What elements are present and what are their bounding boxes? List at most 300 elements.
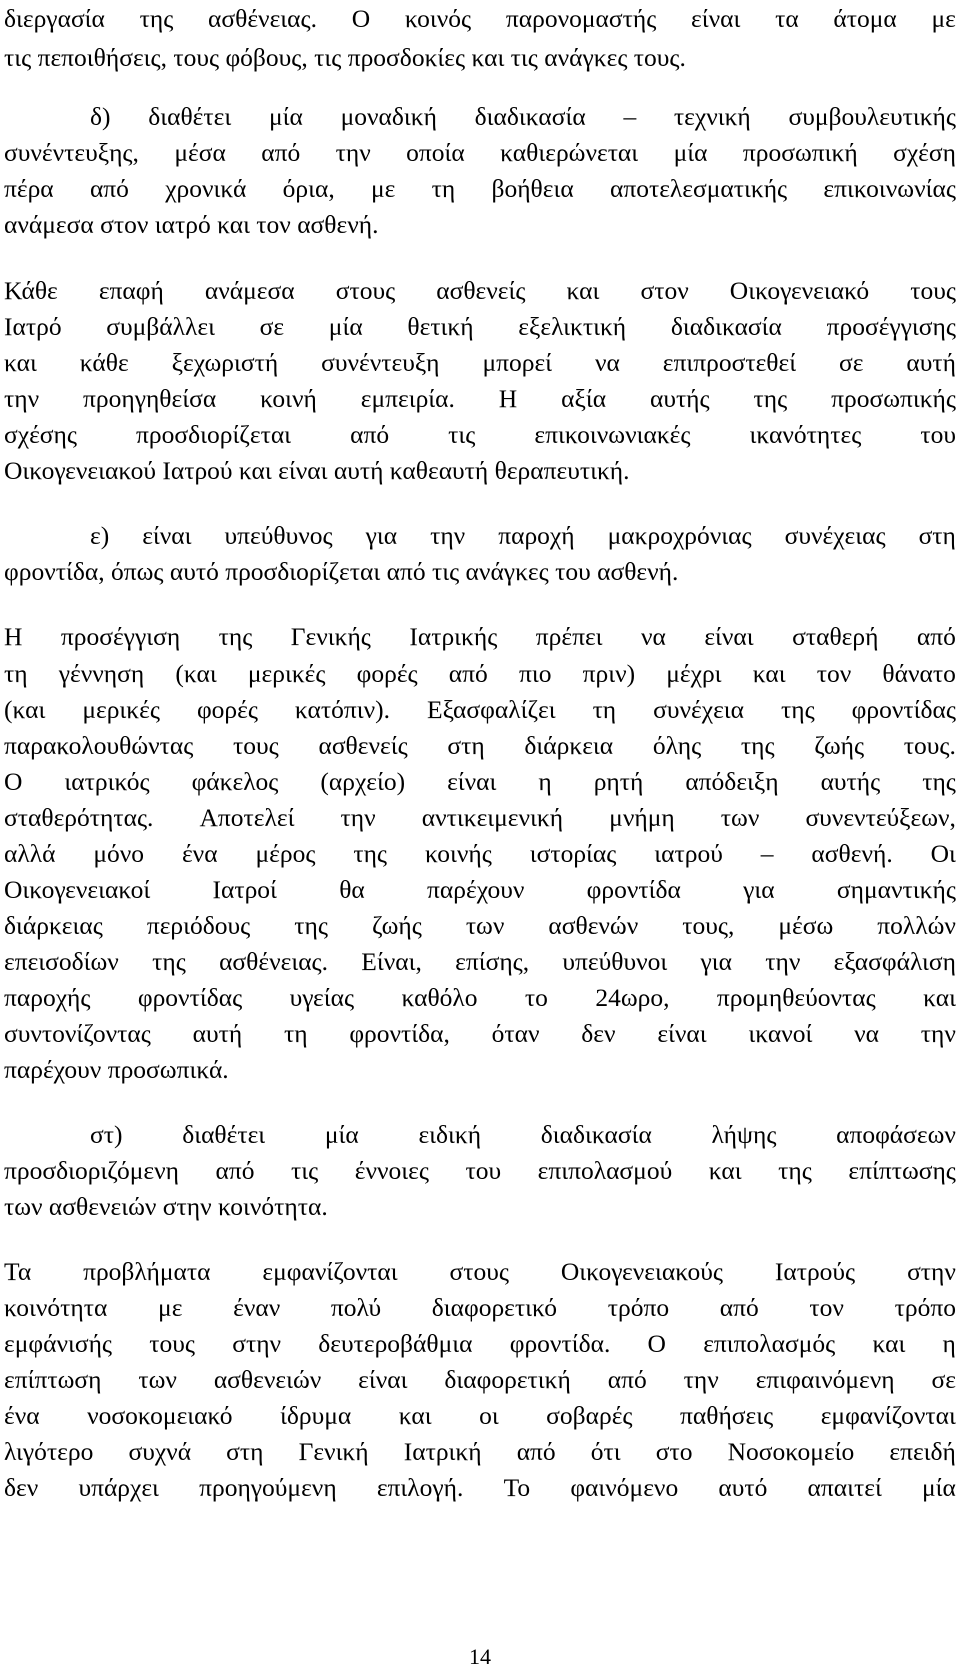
word: έννοιες xyxy=(354,1156,429,1185)
word: αυτή xyxy=(906,348,956,377)
word: (και xyxy=(175,659,217,688)
word: μέχρι xyxy=(666,659,722,688)
word: την xyxy=(340,803,376,832)
word: διεργασία xyxy=(4,4,105,33)
word: Γενικής xyxy=(290,622,371,651)
word: προσδιορίζεται xyxy=(136,420,292,449)
word: εξελικτική xyxy=(518,312,627,341)
word: – xyxy=(623,102,637,131)
word: χρονικά xyxy=(165,174,247,203)
word: μία xyxy=(673,138,708,167)
word: εξασφάλιση xyxy=(833,947,956,976)
word: αξία xyxy=(561,384,607,413)
word: στην xyxy=(232,1329,282,1358)
word: τη xyxy=(4,659,28,688)
word: αποφάσεων xyxy=(836,1120,956,1149)
word: τη xyxy=(283,1019,308,1048)
word: έναν xyxy=(233,1293,281,1322)
text-line xyxy=(90,100,956,134)
word: επιλογή. xyxy=(376,1473,464,1502)
word: κατόπιν). xyxy=(294,695,391,724)
word: παρέχουν xyxy=(427,875,525,904)
word: Ιατροί xyxy=(212,875,277,904)
word: φροντίδας xyxy=(137,983,243,1012)
word: Τα xyxy=(4,1257,32,1286)
word: στο xyxy=(655,1437,693,1466)
text-line xyxy=(4,981,956,1015)
word: το xyxy=(524,983,548,1012)
word: φροντίδα xyxy=(586,875,681,904)
word: Ο xyxy=(4,767,23,796)
word: Η xyxy=(498,384,518,413)
word: απόδειξη xyxy=(685,767,779,796)
word: όλης xyxy=(652,731,702,760)
word: από xyxy=(215,1156,255,1185)
word: μία xyxy=(268,102,303,131)
word: αυτό xyxy=(718,1473,768,1502)
text-line: φροντίδα, όπως αυτό προσδιορίζεται από τις ανάγκες του ασθενή. xyxy=(4,557,679,586)
word: η xyxy=(538,767,552,796)
word: κοινής xyxy=(424,839,492,868)
word: πιο xyxy=(518,659,552,688)
word: της xyxy=(294,911,328,940)
text-line xyxy=(4,274,956,308)
text-line xyxy=(4,346,956,380)
word: να xyxy=(640,622,666,651)
word: διαδικασία xyxy=(474,102,586,131)
word: της xyxy=(778,1156,812,1185)
word: αυτής xyxy=(820,767,881,796)
word: φαινόμενο xyxy=(570,1473,679,1502)
word: μνήμη xyxy=(609,803,675,832)
word: και xyxy=(708,1156,742,1185)
word: της xyxy=(353,839,388,868)
word: και xyxy=(566,276,600,305)
word: παροχή xyxy=(498,521,575,550)
word: προσδιοριζόμενη xyxy=(4,1156,179,1185)
word: σχέσης xyxy=(4,420,77,449)
word: φορές xyxy=(196,695,258,724)
word: από xyxy=(916,622,956,651)
word: όρια, xyxy=(282,174,335,203)
word: τους xyxy=(910,276,956,305)
word: από xyxy=(607,1365,647,1394)
word: Η xyxy=(4,622,23,651)
text-line xyxy=(4,801,956,835)
word: εμπειρία. xyxy=(360,384,455,413)
word: την xyxy=(765,947,801,976)
word: τις xyxy=(291,1156,319,1185)
word: Αποτελεί xyxy=(199,803,295,832)
word: συχνά xyxy=(128,1437,192,1466)
word: αντικειμενική xyxy=(421,803,564,832)
word: προμηθεύοντας xyxy=(716,983,876,1012)
word: ικανοί xyxy=(748,1019,813,1048)
word: εμφανίζονται xyxy=(820,1401,956,1430)
word: των xyxy=(465,911,505,940)
word: γέννηση xyxy=(58,659,145,688)
word: για xyxy=(700,947,732,976)
text-line xyxy=(4,873,956,907)
text-line xyxy=(4,418,956,452)
word: διαθέτει xyxy=(182,1120,266,1149)
word: παθήσεις xyxy=(680,1401,774,1430)
word: επιπροστεθεί xyxy=(662,348,797,377)
word: ασθενείς xyxy=(436,276,526,305)
word: τεχνική xyxy=(673,102,751,131)
word: πρέπει xyxy=(535,622,603,651)
word: εμφανίζονται xyxy=(262,1257,398,1286)
word: πριν) xyxy=(582,659,636,688)
word: επιφαινόμενη xyxy=(755,1365,895,1394)
word: σταθερή xyxy=(792,622,879,651)
word: νοσοκομειακό xyxy=(87,1401,233,1430)
text-line xyxy=(4,729,956,763)
word: άτομα xyxy=(833,4,897,33)
word: τη xyxy=(431,174,456,203)
word: αυτής xyxy=(649,384,710,413)
word: ικανότητες xyxy=(749,420,862,449)
text-line: τις πεποιθήσεις, τους φόβους, τις προσδοκίες και τις ανάγκες τους. xyxy=(4,43,686,72)
word: ξεχωριστή xyxy=(171,348,279,377)
word: η xyxy=(942,1329,956,1358)
word: φάκελος xyxy=(191,767,279,796)
text-line xyxy=(4,136,956,170)
word: επικοινωνιακές xyxy=(534,420,691,449)
word: Οικογενειακούς xyxy=(560,1257,723,1286)
word: διαδικασία xyxy=(540,1120,652,1149)
word: ασθενειών xyxy=(213,1365,322,1394)
word: να xyxy=(594,348,620,377)
word: συνεντεύξεων, xyxy=(805,803,956,832)
text-line xyxy=(4,1017,956,1051)
word: σοβαρές xyxy=(546,1401,633,1430)
word: μέρος xyxy=(255,839,316,868)
text-line xyxy=(4,1471,956,1505)
word: αυτή xyxy=(192,1019,243,1048)
word: προηγούμενη xyxy=(199,1473,337,1502)
word: Ιατρό xyxy=(4,312,62,341)
text-line xyxy=(4,657,956,691)
word: Κάθε xyxy=(4,276,58,305)
word: από xyxy=(89,174,129,203)
word: οι xyxy=(479,1401,499,1430)
word: στους xyxy=(449,1257,509,1286)
word: του xyxy=(920,420,956,449)
word: ρητή xyxy=(593,767,644,796)
word: ασθενών xyxy=(548,911,639,940)
word: ζωής xyxy=(814,731,865,760)
word: είναι xyxy=(142,521,192,550)
word: μία xyxy=(921,1473,956,1502)
word: εμφάνισής xyxy=(4,1329,113,1358)
word: είναι xyxy=(358,1365,408,1394)
word: από xyxy=(261,138,301,167)
word: και xyxy=(4,348,37,377)
word: της xyxy=(740,731,775,760)
word: Νοσοκομείο xyxy=(727,1437,855,1466)
word: (και xyxy=(4,695,46,724)
text-line xyxy=(90,1118,956,1152)
word: δευτεροβάθμια xyxy=(318,1329,473,1358)
word: διαφορετικό xyxy=(431,1293,558,1322)
word: και xyxy=(872,1329,906,1358)
word: προσωπική xyxy=(742,138,858,167)
word: δ) xyxy=(90,102,111,131)
word: ασθένειας. xyxy=(208,4,317,33)
word: είναι xyxy=(691,4,741,33)
word: μερικές xyxy=(247,659,326,688)
word: επιπολασμού xyxy=(537,1156,673,1185)
word: μερικές xyxy=(82,695,160,724)
word: είναι xyxy=(447,767,497,796)
word: προσωπικής xyxy=(831,384,956,413)
text-line: παρέχουν προσωπικά. xyxy=(4,1055,229,1084)
word: παρονομαστής xyxy=(505,4,657,33)
word: τους xyxy=(233,731,279,760)
word: και xyxy=(923,983,956,1012)
word: ιατρικός xyxy=(64,767,150,796)
word: Το xyxy=(503,1473,531,1502)
word: ασθενή. xyxy=(811,839,893,868)
word: – xyxy=(760,839,774,868)
word: να xyxy=(854,1019,880,1048)
word: Γενική xyxy=(298,1437,369,1466)
word: μακροχρόνιας xyxy=(607,521,752,550)
word: προσέγγιση xyxy=(60,622,181,651)
word: καθιερώνεται xyxy=(500,138,639,167)
word: Ιατρούς xyxy=(774,1257,856,1286)
text-line xyxy=(90,519,956,553)
word: και xyxy=(398,1401,432,1430)
word: πέρα xyxy=(4,174,54,203)
word: από xyxy=(350,420,390,449)
word: με xyxy=(931,4,956,33)
word: της xyxy=(152,947,186,976)
word: απαιτεί xyxy=(807,1473,882,1502)
word: σε xyxy=(931,1365,956,1394)
word: συμβουλευτικής xyxy=(788,102,956,131)
word: συνέντευξη xyxy=(321,348,440,377)
word: των xyxy=(138,1365,177,1394)
text-line: Οικογενειακού Ιατρού και είναι αυτή καθεαυτή θεραπευτική. xyxy=(4,456,630,485)
word: τους. xyxy=(903,731,956,760)
text-line xyxy=(4,2,956,36)
text-line xyxy=(4,909,956,943)
word: ειδική xyxy=(418,1120,482,1149)
word: σταθερότητας. xyxy=(4,803,154,832)
word: αλλά xyxy=(4,839,56,868)
word: φροντίδας xyxy=(851,695,956,724)
word: υγείας xyxy=(289,983,355,1012)
word: της xyxy=(780,695,815,724)
word: στη xyxy=(226,1437,264,1466)
word: ένα xyxy=(181,839,218,868)
word: ιατρού xyxy=(654,839,723,868)
word: σημαντικής xyxy=(836,875,956,904)
word: συνέχειας xyxy=(784,521,886,550)
text-line xyxy=(4,1291,956,1325)
word: τη xyxy=(592,695,617,724)
text-line xyxy=(4,765,956,799)
word: της xyxy=(753,384,788,413)
word: ασθενείς xyxy=(318,731,408,760)
word: επικοινωνίας xyxy=(823,174,956,203)
text-line xyxy=(4,1363,956,1397)
word: Είναι, xyxy=(361,947,422,976)
word: Οικογενειακό xyxy=(729,276,870,305)
word: (αρχείο) xyxy=(320,767,406,796)
word: μόνο xyxy=(93,839,145,868)
word: της xyxy=(218,622,253,651)
word: πολύ xyxy=(330,1293,382,1322)
word: συνέχεια xyxy=(653,695,744,724)
word: διαφορετική xyxy=(444,1365,571,1394)
word: προσέγγισης xyxy=(826,312,956,341)
word: τον xyxy=(816,659,852,688)
word: στη xyxy=(447,731,485,760)
word: της xyxy=(139,4,174,33)
word: σχέση xyxy=(893,138,956,167)
word: παρακολουθώντας xyxy=(4,731,194,760)
word: επεισοδίων xyxy=(4,947,119,976)
word: επειδή xyxy=(889,1437,956,1466)
word: διαθέτει xyxy=(148,102,232,131)
word: φορές xyxy=(356,659,418,688)
word: στην xyxy=(907,1257,956,1286)
text-line xyxy=(4,693,956,727)
word: παροχής xyxy=(4,983,91,1012)
word: επαφή xyxy=(98,276,164,305)
text-line xyxy=(4,1327,956,1361)
word: λιγότερο xyxy=(4,1437,94,1466)
word: διάρκεια xyxy=(524,731,614,760)
text-line xyxy=(4,620,956,654)
word: είναι xyxy=(704,622,754,651)
word: ίδρυμα xyxy=(280,1401,352,1430)
text-line xyxy=(4,310,956,344)
page-number: 14 xyxy=(469,1644,491,1669)
word: καθόλο xyxy=(401,983,478,1012)
word: λήψης xyxy=(711,1120,777,1149)
word: από xyxy=(719,1293,759,1322)
word: τους xyxy=(149,1329,195,1358)
word: στη xyxy=(918,521,956,550)
word: θάνατο xyxy=(882,659,956,688)
text-line xyxy=(4,172,956,206)
word: Ο xyxy=(351,4,371,33)
word: την xyxy=(683,1365,719,1394)
word: επίπτωσης xyxy=(848,1156,956,1185)
text-line xyxy=(4,1435,956,1469)
word: Οικογενειακοί xyxy=(4,875,151,904)
text-line xyxy=(4,945,956,979)
word: ότι xyxy=(590,1437,621,1466)
word: των xyxy=(720,803,760,832)
text-line xyxy=(4,1255,956,1289)
word: διάρκειας xyxy=(4,911,103,940)
word: φροντίδα, xyxy=(349,1019,450,1048)
word: συνέντευξης, xyxy=(4,138,139,167)
word: βοήθεια xyxy=(491,174,574,203)
word: ανάμεσα xyxy=(204,276,295,305)
word: την xyxy=(335,138,371,167)
word: από xyxy=(448,659,488,688)
word: από xyxy=(516,1437,556,1466)
word: Ιατρική xyxy=(403,1437,482,1466)
word: μία xyxy=(324,1120,359,1149)
text-line xyxy=(4,382,956,416)
word: τα xyxy=(775,4,799,33)
text-line xyxy=(4,1399,956,1433)
word: συντονίζοντας xyxy=(4,1019,151,1048)
word: αποτελεσματικής xyxy=(609,174,788,203)
word: προηγηθείσα xyxy=(83,384,217,413)
word: κάθε xyxy=(79,348,129,377)
word: σε xyxy=(838,348,864,377)
word: περιόδους xyxy=(146,911,251,940)
word: μέσω xyxy=(778,911,834,940)
word: τρόπο xyxy=(607,1293,670,1322)
word: είναι xyxy=(657,1019,707,1048)
word: ασθένειας. xyxy=(219,947,329,976)
word: μέσα xyxy=(174,138,226,167)
word: τον xyxy=(809,1293,844,1322)
word: τρόπο xyxy=(894,1293,956,1322)
word: μοναδική xyxy=(340,102,437,131)
word: την xyxy=(920,1019,956,1048)
text-line: των ασθενειών στην κοινότητα. xyxy=(4,1192,328,1221)
text-line xyxy=(4,837,956,871)
word: προβλήματα xyxy=(83,1257,211,1286)
word: του xyxy=(465,1156,502,1185)
word: επίπτωση xyxy=(4,1365,102,1394)
word: υπάρχει xyxy=(78,1473,159,1502)
word: ένα xyxy=(4,1401,40,1430)
word: Ο xyxy=(647,1329,666,1358)
word: 24ωρο, xyxy=(595,983,670,1012)
word: οποία xyxy=(406,138,465,167)
word: στους xyxy=(335,276,396,305)
word: όταν xyxy=(491,1019,540,1048)
word: κοινός xyxy=(404,4,472,33)
word: Ιατρικής xyxy=(409,622,498,651)
word: θετική xyxy=(407,312,474,341)
word: στον xyxy=(640,276,689,305)
word: με xyxy=(158,1293,183,1322)
word: θα xyxy=(339,875,365,904)
word: και xyxy=(752,659,786,688)
word: υπεύθυνοι xyxy=(562,947,668,976)
word: για xyxy=(365,521,398,550)
word: τις xyxy=(448,420,476,449)
text-line: ανάμεσα στον ιατρό και τον ασθενή. xyxy=(4,210,379,239)
word: με xyxy=(370,174,396,203)
word: ζωής xyxy=(371,911,422,940)
word: μία xyxy=(328,312,363,341)
word: φροντίδα. xyxy=(509,1329,611,1358)
word: επιπολασμός xyxy=(703,1329,836,1358)
word: κοινότητα xyxy=(4,1293,108,1322)
word: στ) xyxy=(90,1120,123,1149)
word: δεν xyxy=(581,1019,616,1048)
word: κοινή xyxy=(260,384,317,413)
text-line xyxy=(4,1154,956,1188)
word: επίσης, xyxy=(455,947,530,976)
word: δεν xyxy=(4,1473,39,1502)
word: την xyxy=(430,521,466,550)
word: σε xyxy=(259,312,285,341)
